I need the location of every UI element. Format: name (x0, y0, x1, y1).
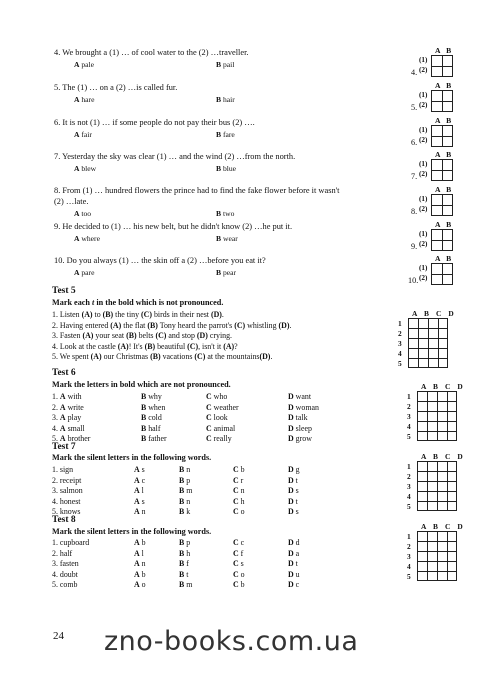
row-cell: C who (206, 392, 228, 401)
test5-item: 2. Having entered (A) the flat (B) Tony heard the parrot's (C) whistling (D). (52, 320, 292, 330)
test5-item: 4. Look at the castle (A)! It's (B) beautiful (C), isn't it (A)? (52, 341, 238, 351)
grid-box (417, 461, 457, 511)
grid-row-number: 4 (407, 492, 411, 501)
grid-col-line (418, 319, 419, 367)
grid-row-number: 3 (407, 482, 411, 491)
ab-row-label: (1) (419, 230, 428, 238)
grid-row-number: 5 (407, 502, 411, 511)
row-cell: B h (179, 548, 191, 558)
grid-row-number: 3 (407, 552, 411, 561)
grid-col-line (447, 532, 448, 580)
ab-grid-header: A B (435, 81, 452, 90)
row-cell: 5. knows (52, 507, 81, 516)
row-cell: D d (288, 538, 300, 547)
row-cell: C s (233, 559, 244, 568)
question-text: 10. Do you always (1) … the skin off a (2) …before you eat it? (54, 256, 266, 265)
row-cell: C c (233, 538, 245, 547)
grid-col-line (447, 462, 448, 510)
row-cell: D a (288, 548, 300, 558)
option-a: A where (74, 234, 100, 243)
row-cell: 4. doubt (52, 569, 78, 579)
row-cell: C r (233, 475, 244, 485)
test5-title: Test 5 (52, 286, 76, 296)
ab-row-label: (2) (419, 274, 428, 282)
row-cell: C h (233, 496, 245, 506)
ab-row-label: (2) (419, 170, 428, 178)
grid-row-number: 2 (407, 402, 411, 411)
row-cell: D s (288, 486, 299, 495)
row-cell: 1. cupboard (52, 538, 90, 547)
ab-grid-number: 4. (411, 68, 418, 77)
row-cell: 5. comb (52, 580, 78, 589)
ab-row-label: (2) (419, 66, 428, 74)
ab-grid-box (431, 55, 453, 77)
row-cell: C really (206, 434, 232, 443)
grid-col-line (428, 319, 429, 367)
test7-title: Test 7 (52, 442, 76, 452)
test7-instruction: Mark the silent letters in the following words. (52, 453, 212, 462)
grid-box (417, 531, 457, 581)
ab-row-label: (1) (419, 195, 428, 203)
ab-grid-header: A B (435, 185, 452, 194)
row-cell: B when (141, 402, 166, 412)
row-cell: D talk (288, 413, 308, 422)
row-cell: D sleep (288, 423, 312, 433)
grid-row-number: 2 (398, 329, 402, 338)
row-cell: A b (134, 569, 146, 579)
ab-grid-number: 6. (411, 138, 418, 147)
question-text: 5. The (1) … on a (2) …is called fur. (54, 83, 178, 92)
row-cell: D grow (288, 434, 312, 443)
ab-grid-number: 7. (411, 172, 418, 181)
row-cell: D woman (288, 402, 319, 412)
grid-header: A B C D (421, 382, 466, 391)
row-cell: D want (288, 392, 312, 401)
grid-col-line (427, 392, 428, 440)
row-cell: B m (179, 486, 193, 495)
grid-row-number: 3 (407, 412, 411, 421)
ab-grid-header: A B (435, 150, 452, 159)
row-cell: B n (179, 496, 191, 506)
ab-grid-number: 8. (411, 207, 418, 216)
ab-row-label: (1) (419, 126, 428, 134)
ab-grid-number: 9. (411, 242, 418, 251)
question-text: 7. Yesterday the sky was clear (1) … and the wind (2) …from the north. (54, 152, 296, 161)
row-cell: 2. A write (52, 402, 84, 412)
grid-row-number: 5 (407, 432, 411, 441)
ab-row-label: (1) (419, 264, 428, 272)
row-cell: 3. fasten (52, 559, 79, 568)
row-cell: C o (233, 507, 245, 516)
row-cell: A o (134, 580, 146, 589)
row-cell: 5. A brother (52, 434, 91, 443)
row-cell: B n (179, 465, 191, 474)
row-cell: A n (134, 507, 146, 516)
option-b: B wear (216, 234, 238, 243)
question-text: 8. From (1) … hundred flowers the prince had to find the fake flower before it wasn't (54, 186, 340, 195)
row-cell: B p (179, 475, 191, 485)
row-cell: A b (134, 538, 146, 547)
ab-grid-header: A B (435, 220, 452, 229)
ab-grid-box (431, 194, 453, 216)
option-b: B blue (216, 164, 237, 173)
ab-grid-box (431, 125, 453, 147)
row-cell: C look (206, 413, 228, 422)
row-cell: B k (179, 507, 191, 516)
watermark: zno-books.com.ua (104, 626, 359, 657)
question-text-cont: (2) …late. (54, 197, 89, 206)
ab-row-label: (2) (419, 205, 428, 213)
grid-row-number: 4 (407, 562, 411, 571)
option-a: A blew (74, 164, 97, 173)
row-cell: B father (141, 434, 167, 443)
grid-row-number: 1 (407, 532, 411, 541)
test6-title: Test 6 (52, 368, 76, 378)
row-cell: 2. receipt (52, 475, 82, 485)
ab-grid-header: A B (435, 46, 452, 55)
row-cell: C animal (206, 423, 236, 433)
grid-row-number: 3 (398, 339, 402, 348)
grid-row-number: 2 (407, 472, 411, 481)
row-cell: C n (233, 486, 245, 495)
row-cell: 3. A play (52, 413, 82, 422)
row-cell: B p (179, 538, 191, 547)
option-a: A hare (74, 95, 95, 104)
grid-col-line (437, 462, 438, 510)
row-cell: A l (134, 486, 144, 495)
row-cell: A s (134, 465, 145, 474)
row-cell: D s (288, 507, 299, 516)
grid-header: A B C D (421, 452, 466, 461)
row-cell: B m (179, 580, 193, 589)
option-b: B two (216, 209, 235, 218)
row-cell: A s (134, 496, 145, 506)
row-cell: B why (141, 392, 162, 401)
row-cell: C weather (206, 402, 239, 412)
test5-instruction: Mark each t in the bold which is not pronounced. (52, 298, 224, 307)
question-text: 6. It is not (1) … if some people do not pay their bus (2) …. (54, 118, 255, 127)
ab-row-label: (2) (419, 240, 428, 248)
grid-row-number: 1 (407, 462, 411, 471)
grid-col-line (427, 462, 428, 510)
row-cell: 1. sign (52, 465, 74, 474)
grid-row-number: 4 (407, 422, 411, 431)
test8-instruction: Mark the silent letters in the following words. (52, 527, 212, 536)
option-a: A pare (74, 268, 95, 277)
row-cell: C f (233, 548, 244, 558)
ab-row-label: (1) (419, 160, 428, 168)
grid-row-number: 2 (407, 542, 411, 551)
row-cell: A l (134, 548, 144, 558)
grid-header: A B C D (421, 522, 466, 531)
ab-grid-box (431, 159, 453, 181)
row-cell: D t (288, 559, 298, 568)
grid-col-line (437, 532, 438, 580)
grid-col-line (438, 319, 439, 367)
row-cell: D u (288, 569, 300, 579)
row-cell: B f (179, 559, 189, 568)
row-cell: D t (288, 475, 298, 485)
row-cell: C o (233, 569, 245, 579)
test5-item: 1. Listen (A) to (B) the tiny (C) birds in their nest (D). (52, 310, 224, 319)
grid-col-line (437, 392, 438, 440)
page-number: 24 (53, 630, 64, 642)
grid-row-number: 5 (407, 572, 411, 581)
option-a: A pale (74, 60, 95, 69)
ab-grid-box (431, 90, 453, 112)
row-cell: D g (288, 465, 300, 474)
row-cell: A n (134, 559, 146, 568)
ab-grid-number: 10. (408, 276, 419, 285)
row-cell: B t (179, 569, 189, 579)
test8-title: Test 8 (52, 515, 76, 525)
row-cell: 2. half (52, 548, 73, 558)
row-cell: 3. salmon (52, 486, 83, 495)
row-cell: 4. A small (52, 423, 85, 433)
grid-col-line (427, 532, 428, 580)
ab-grid-header: A B (435, 116, 452, 125)
option-b: B fare (216, 130, 235, 139)
ab-row-label: (1) (419, 91, 428, 99)
ab-row-label: (2) (419, 101, 428, 109)
row-cell: B half (141, 423, 161, 433)
row-cell: C b (233, 580, 245, 589)
grid-row-number: 5 (398, 359, 402, 368)
option-b: B hair (216, 95, 235, 104)
option-a: A too (74, 209, 92, 218)
grid-row-number: 1 (407, 392, 411, 401)
question-text: 4. We brought a (1) … of cool water to the (2) …traveller. (54, 48, 249, 57)
row-cell: A c (134, 475, 146, 485)
ab-grid-box (431, 229, 453, 251)
option-b: B pail (216, 60, 235, 69)
row-cell: D t (288, 496, 298, 506)
question-text: 9. He decided to (1) … his new belt, but he didn't know (2) …he put it. (54, 222, 293, 231)
row-cell: B cold (141, 413, 162, 422)
row-cell: D c (288, 580, 300, 589)
ab-grid-header: A B (435, 254, 452, 263)
test5-item: 3. Fasten (A) your seat (B) belts (C) and stop (D) crying. (52, 331, 232, 340)
ab-row-label: (1) (419, 56, 428, 64)
option-b: B pear (216, 268, 237, 277)
grid-row-number: 1 (398, 319, 402, 328)
row-cell: 1. A with (52, 392, 82, 401)
grid-header: A B C D (412, 309, 457, 318)
grid-col-line (447, 392, 448, 440)
row-cell: 4. honest (52, 496, 81, 506)
row-cell: C b (233, 465, 245, 474)
grid-box (408, 318, 448, 368)
test6-instruction: Mark the letters in bold which are not pronounced. (52, 380, 231, 389)
option-a: A fair (74, 130, 92, 139)
ab-grid-number: 5. (411, 103, 418, 112)
ab-row-label: (2) (419, 136, 428, 144)
grid-row-number: 4 (398, 349, 402, 358)
grid-box (417, 391, 457, 441)
test5-item: 5. We spent (A) our Christmas (B) vacations (C) at the mountains(D). (52, 352, 273, 361)
ab-grid-box (431, 263, 453, 285)
